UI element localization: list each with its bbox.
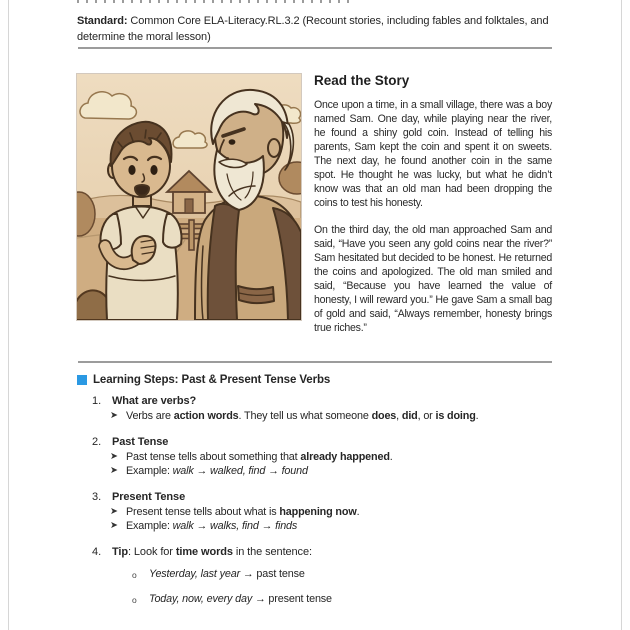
- sub-bullet-row: [132, 592, 552, 608]
- divider-middle: [78, 361, 552, 363]
- arrow-bullet-icon: ➤: [110, 410, 118, 421]
- bullet-text: Verbs are action words. They tell us what someone does, did, or is doing.: [126, 410, 479, 422]
- arrow-bullet-icon: ➤: [110, 450, 118, 462]
- bullet-row: [110, 464, 552, 479]
- story-illustration-image: [77, 74, 301, 320]
- circle-bullet-icon: o: [132, 569, 137, 580]
- learning-steps-section: [77, 374, 552, 619]
- step-number: 3.: [92, 490, 102, 503]
- step-title: Tip: Look for time words in the sentence:: [112, 545, 312, 558]
- standard-text: Common Core ELA-Literacy.RL.3.2 (Recount stories, including fables and folktales, and determine the moral lesson): [77, 15, 549, 43]
- step-title: Past Tense: [112, 435, 169, 448]
- step-number: 4.: [92, 545, 102, 558]
- divider-top: [78, 47, 552, 49]
- read-the-story-heading: Read the Story: [314, 73, 410, 88]
- blue-square-icon: [77, 375, 87, 385]
- bullet-row: [110, 409, 552, 424]
- step-title: Present Tense: [112, 490, 186, 503]
- story-section: [77, 66, 552, 348]
- learning-steps-heading-row: [77, 374, 552, 386]
- bullet-text: Example: walk → walks, find → finds: [126, 520, 298, 532]
- step-item-1: [92, 394, 552, 424]
- bullet-text: Past tense tells about something that already happened.: [126, 450, 393, 463]
- standard-line: [77, 13, 552, 45]
- bullet-text: Today, now, every day → present tense: [149, 593, 332, 605]
- step-number: 1.: [92, 395, 102, 407]
- page-left-edge: [8, 0, 9, 630]
- bullet-text: Example: walk → walked, find → found: [126, 465, 308, 477]
- boy-and-old-man-illustration: [77, 74, 301, 320]
- step-item-3: [92, 490, 552, 534]
- step-title: What are verbs?: [112, 395, 197, 407]
- story-paragraph-2: On the third day, the old man approached Sam and said, “Have you seen any gold coins near the river?” Sam hesitated but decided to be honest. He returned the coins and apologized. The old man smiled and said, “Because you have learned the value of honesty, I will reward you.” He gave Sam a small bag of gold and said, “Always remember, honesty brings true riches.”: [314, 224, 552, 334]
- step-number: 2.: [92, 435, 102, 448]
- arrow-bullet-icon: ➤: [110, 520, 118, 531]
- bullet-text: Present tense tells about what is happening now.: [126, 505, 360, 518]
- standard-label: Standard:: [77, 15, 128, 27]
- learning-steps-heading: Learning Steps: Past & Present Tense Verbs: [93, 374, 331, 386]
- step-item-4: [92, 545, 552, 608]
- learning-steps-list: [77, 394, 552, 608]
- sub-bullet-row: [132, 567, 552, 583]
- circle-bullet-icon: o: [132, 595, 137, 605]
- bullet-row: [110, 519, 552, 534]
- arrow-bullet-icon: ➤: [110, 465, 118, 476]
- arrow-bullet-icon: ➤: [110, 505, 118, 517]
- bullet-row: [110, 505, 552, 520]
- bullet-text: Yesterday, last year → past tense: [149, 567, 305, 580]
- bullet-row: [110, 450, 552, 465]
- clipped-text-remnant: [77, 0, 349, 3]
- page-right-edge: [621, 0, 622, 630]
- story-paragraph-1: Once upon a time, in a small village, there was a boy named Sam. One day, while playing near the river, he found a shiny gold coin. Instead of telling his parents, Sam kept the coin and spent it on sweets. The next day, he found another coin in the same spot. He thought he was lucky, but what he didn’t know was that an old man had been dropping the coins to test his honesty.: [314, 99, 552, 209]
- step-item-2: [92, 435, 552, 479]
